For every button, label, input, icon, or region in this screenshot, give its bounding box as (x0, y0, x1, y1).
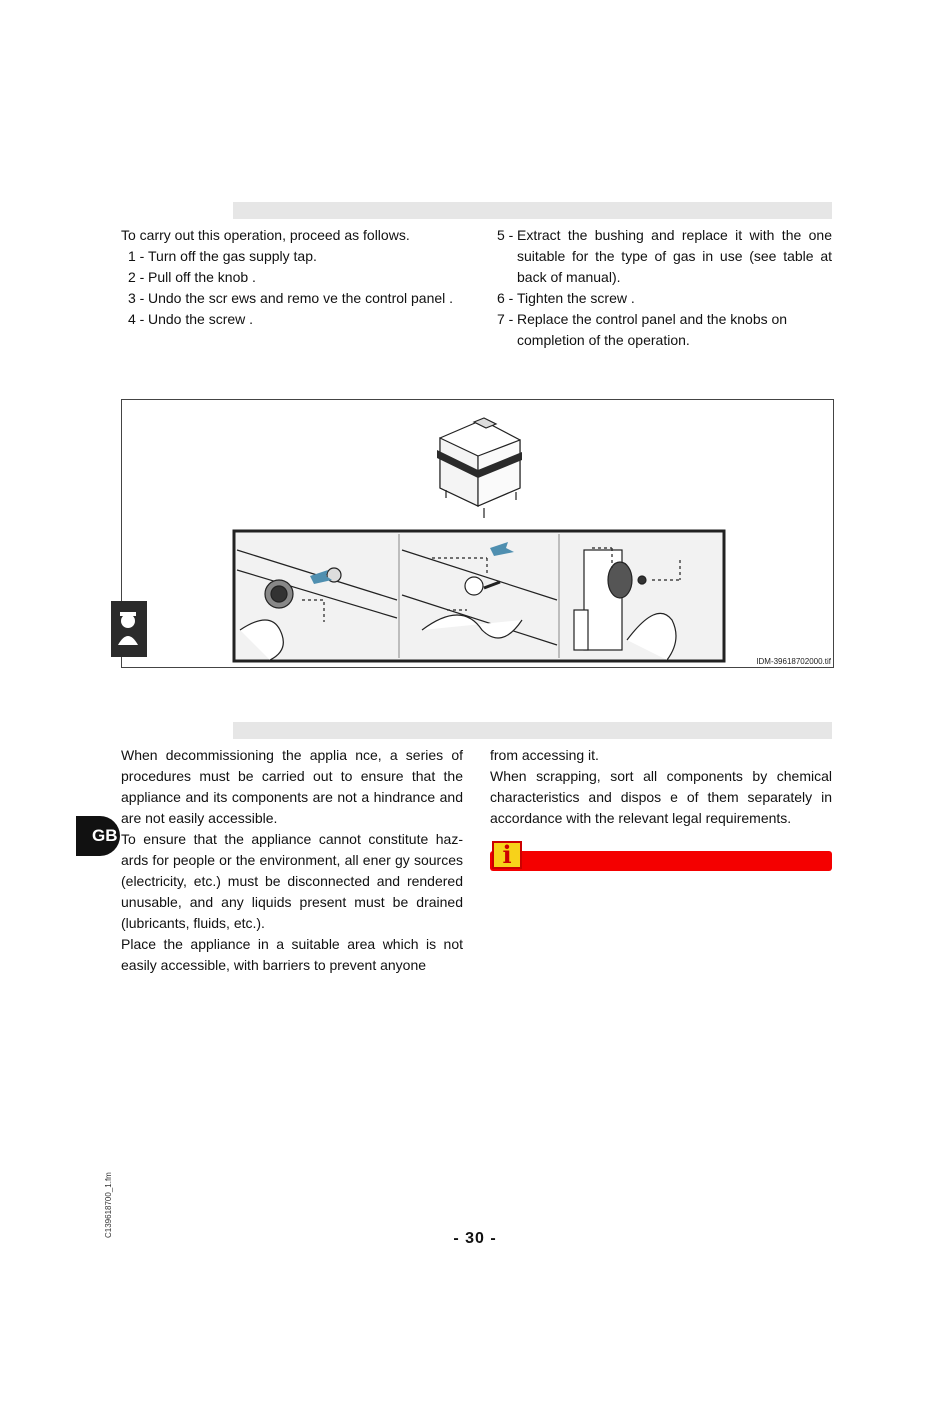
warning-bar (490, 851, 832, 871)
paragraph: When scrapping, sort all components by chemical characteristics and dispos e of them separately in accordance with the relevant legal requirements. (490, 768, 832, 826)
info-icon: i (492, 841, 522, 869)
operator-technician-icon (111, 601, 147, 657)
paragraph: To ensure that the appliance cannot constitute haz-ards for people or the environment, all ener gy sources (electricity, etc.) must be disconnected and rendered unusable, and any liquids present must be drained (lubricants, fluids, etc.). (121, 831, 463, 931)
paragraph: Place the appliance in a suitable area which is not easily accessible, with barriers to prevent anyone (121, 936, 463, 973)
appliance-illustration (122, 400, 833, 667)
page-number: - 30 - (453, 1230, 497, 1247)
procedure-step (128, 267, 464, 288)
procedure-step (128, 246, 464, 267)
step-text: Undo the scr ews and remo ve the control panel . (148, 290, 454, 306)
section-heading-bar (233, 722, 832, 739)
paragraph: from accessing it. (490, 747, 599, 763)
step-number: 4 - (128, 311, 145, 327)
step-number: 1 - (128, 248, 145, 264)
step-text: Turn off the gas supply tap. (148, 248, 317, 264)
file-code: C139618700_1.fm (104, 1172, 113, 1238)
step-number: 7 - (497, 311, 514, 327)
step-text: Replace the control panel and the knobs on completion of the operation. (517, 311, 788, 348)
step-number: 2 - (128, 269, 145, 285)
procedure-intro: To carry out this operation, proceed as follows. (121, 227, 410, 243)
step-number: 6 - (497, 290, 514, 306)
procedure-step (497, 288, 832, 309)
procedure-figure (121, 399, 834, 668)
step-text: Extract the bushing and replace it with the one suitable for the type of gas in use (see table at back of manual). (517, 227, 832, 285)
procedure-left-column (121, 225, 464, 330)
procedure-step (497, 225, 832, 288)
step-text: Tighten the screw . (517, 290, 635, 306)
procedure-step (128, 309, 464, 330)
step-text: Undo the screw . (148, 311, 254, 327)
procedure-right-column (497, 225, 832, 351)
figure-image-id: IDM-39618702000.tif (756, 657, 831, 666)
step-number: 3 - (128, 290, 145, 306)
language-tab: GB (76, 816, 120, 856)
decommissioning-left-column (121, 745, 463, 976)
procedure-step (128, 288, 464, 309)
step-number: 5 - (497, 227, 514, 243)
step-text: Pull off the knob . (148, 269, 256, 285)
procedure-step (497, 309, 832, 351)
appliance-overview (437, 418, 522, 518)
decommissioning-right-column (490, 745, 832, 829)
paragraph: When decommissioning the applia nce, a series of procedures must be carried out to ensure that the appliance and its components are not a hindrance and are not easily accessible. (121, 747, 463, 826)
section-heading-bar (233, 202, 832, 219)
